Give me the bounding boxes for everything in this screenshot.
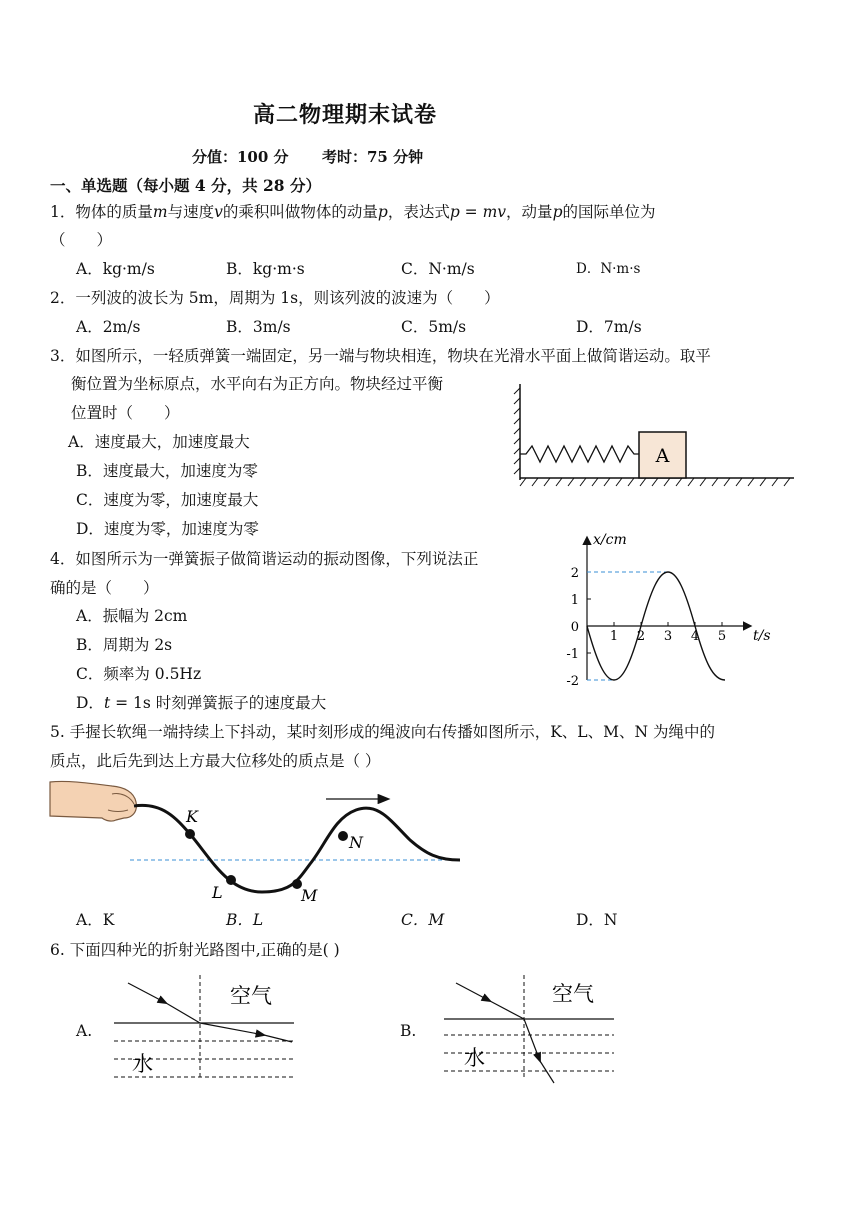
q6-option-a-label: A. <box>76 1022 93 1040</box>
q2-option-a: A．2m/s <box>76 318 141 336</box>
incident-ray <box>128 983 166 1003</box>
x-axis-label: t/s <box>753 628 771 644</box>
q3-option-c: C．速度为零，加速度最大 <box>76 491 259 509</box>
q4-option-a: A．振幅为 2cm <box>76 607 188 625</box>
q1-option-d: D．N·m·s <box>576 261 641 277</box>
q3-option-d: D．速度为零，加速度为零 <box>76 520 259 538</box>
x-tick: 5 <box>717 629 727 644</box>
q5-option-c: C．M <box>401 911 445 929</box>
refraction-diagram-b <box>444 975 619 1085</box>
label-l: L <box>212 883 223 902</box>
label-m: M <box>301 886 318 905</box>
label-k: K <box>186 807 198 826</box>
question-5-stem-1: 5. 手握长软绳一端持续上下抖动，某时刻形成的绳波向右传播如图所示，K、L、M、N 为绳中的 <box>50 723 715 741</box>
x-tick: 1 <box>609 629 619 644</box>
label-water: 水 <box>132 1052 153 1076</box>
point-n <box>338 831 348 841</box>
hand-illustration <box>50 781 136 821</box>
rope-wave-diagram <box>50 780 470 905</box>
x-tick: 3 <box>663 629 673 644</box>
q1-option-c: C．N·m/s <box>401 260 475 278</box>
y-axis-label: x/cm <box>593 532 627 548</box>
label-n: N <box>349 833 363 852</box>
x-tick: 2 <box>636 629 646 644</box>
time-info: 考时：75 分钟 <box>322 148 424 166</box>
y-tick: 2 <box>570 566 579 581</box>
label-air: 空气 <box>552 982 594 1006</box>
vibration-graph <box>555 530 780 700</box>
page-title: 高二物理期末试卷 <box>253 102 438 128</box>
q3-option-a: A．速度最大，加速度最大 <box>68 433 250 451</box>
q2-option-d: D．7m/s <box>576 318 642 336</box>
q3-option-b: B．速度最大，加速度为零 <box>76 462 258 480</box>
spring <box>520 446 639 462</box>
question-4-stem-2: 确的是（ ） <box>50 579 159 597</box>
q4-option-b: B．周期为 2s <box>76 636 173 654</box>
question-5-stem-2: 质点，此后先到达上方最大位移处的质点是（ ） <box>50 752 381 770</box>
q5-option-d: D．N <box>576 911 618 929</box>
y-tick: 1 <box>570 593 579 608</box>
question-3-stem-1: 3．如图所示，一轻质弹簧一端固定，另一端与物块相连，物块在光滑水平面上做简谐运动。取平 <box>50 347 711 365</box>
spring-block-diagram <box>512 384 802 494</box>
question-1-stem: 1．物体的质量m与速度v的乘积叫做物体的动量p，表达式p = mv，动量p的国际单位为 <box>50 203 656 221</box>
question-1-bracket: （ ） <box>50 231 113 249</box>
question-4-stem-1: 4．如图所示为一弹簧振子做简谐运动的振动图像，下列说法正 <box>50 550 479 568</box>
section-heading: 一、单选题（每小题 4 分，共 28 分） <box>50 176 321 195</box>
q1-option-a: A．kg·m/s <box>76 260 155 278</box>
y-tick: -2 <box>566 674 579 689</box>
refracted-ray <box>524 1019 540 1061</box>
question-6-stem: 6. 下面四种光的折射光路图中,正确的是( ) <box>50 941 340 959</box>
incident-ray <box>456 983 490 1001</box>
question-3-stem-3: 位置时（ ） <box>71 404 180 422</box>
point-l <box>226 875 236 885</box>
q2-option-b: B．3m/s <box>226 318 291 336</box>
x-tick: 4 <box>690 629 700 644</box>
q4-option-d: D．t = 1s 时刻弹簧振子的速度最大 <box>76 694 327 712</box>
question-2-stem: 2．一列波的波长为 5m，周期为 1s，则该列波的波速为（ ） <box>50 289 500 307</box>
q5-option-a: A．K <box>76 911 115 929</box>
refracted-ray <box>200 1023 264 1035</box>
score-info: 分值：100 分 <box>192 148 289 166</box>
y-tick: -1 <box>566 647 579 662</box>
q2-option-c: C．5m/s <box>401 318 467 336</box>
label-air: 空气 <box>230 984 272 1008</box>
point-k <box>185 829 195 839</box>
refraction-diagram-a <box>114 975 299 1085</box>
y-tick: 0 <box>570 620 579 635</box>
q1-option-b: B．kg·m·s <box>226 260 305 278</box>
label-water: 水 <box>464 1046 485 1070</box>
q6-option-b-label: B. <box>400 1022 417 1040</box>
block-label: A <box>655 445 670 467</box>
question-3-stem-2: 衡位置为坐标原点，水平向右为正方向。物块经过平衡 <box>71 375 444 393</box>
q4-option-c: C．频率为 0.5Hz <box>76 665 202 683</box>
q5-option-b: B．L <box>226 911 264 929</box>
